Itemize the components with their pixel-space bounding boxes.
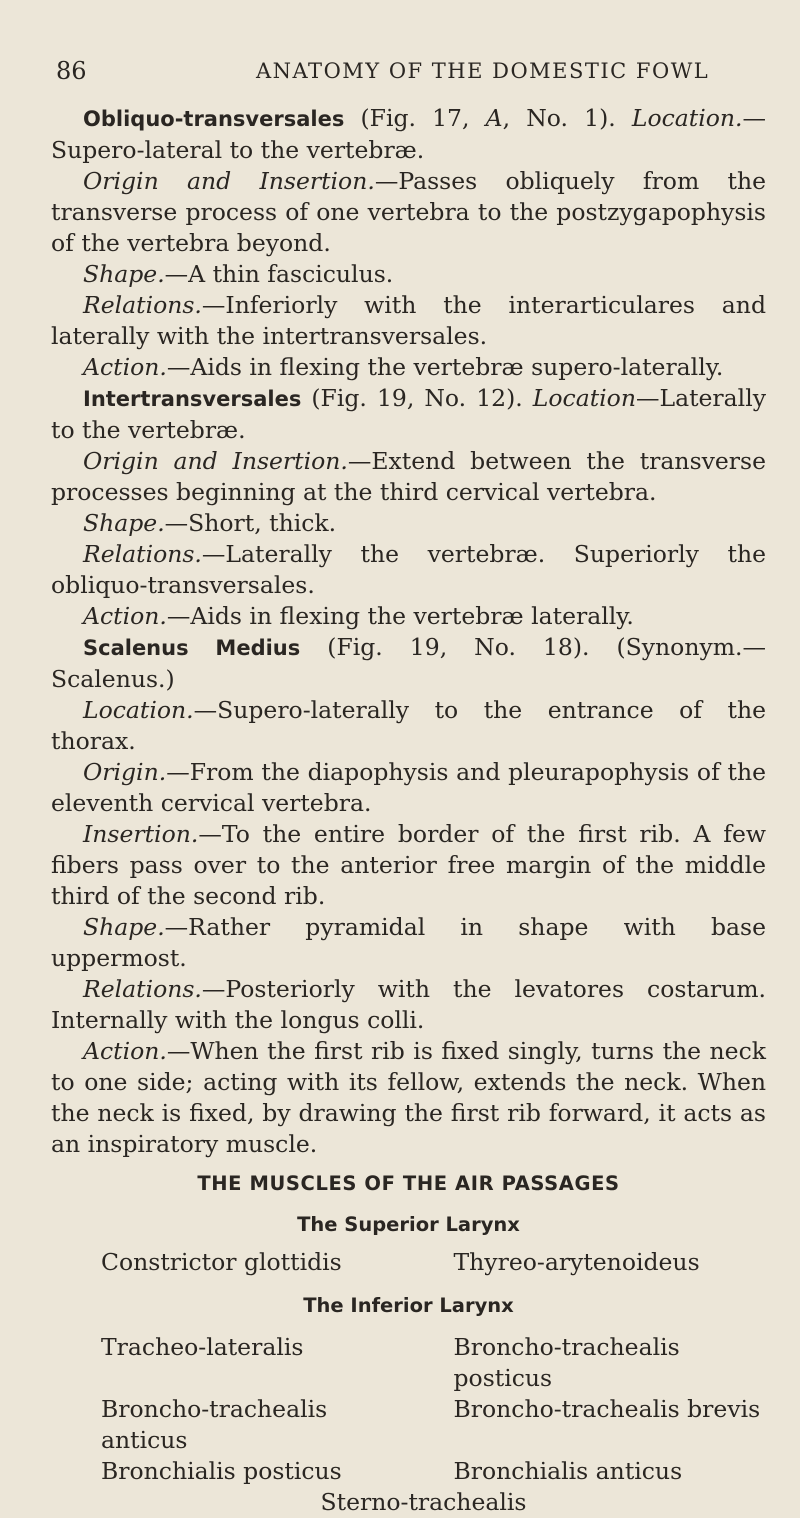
page-body <box>51 103 766 1518</box>
list-item: Bronchialis posticus <box>101 1457 342 1485</box>
field-label: Origin and Insertion. <box>83 167 375 195</box>
inferior-larynx-list <box>51 1332 766 1518</box>
list-item: Bronchialis anticus <box>453 1457 683 1485</box>
text-run: —Posteriorly with the levatores costarum. Internally with the longus colli. <box>51 975 766 1034</box>
paragraph <box>51 259 766 290</box>
text-run: —A thin fasciculus. <box>164 260 394 288</box>
muscle-name: Intertransversales <box>83 387 302 411</box>
text-run: —Laterally the vertebræ. Superiorly the obliquo-transversales. <box>51 540 766 599</box>
field-label: Location <box>532 384 636 412</box>
text-run: —From the diapophysis and pleurapophysis of the eleventh cervical vertebra. <box>51 758 766 817</box>
list-item: Broncho-trachealis brevis <box>453 1395 761 1423</box>
list-item: Sterno-trachealis <box>320 1488 527 1516</box>
field-label: Action. <box>83 1037 167 1065</box>
paragraph <box>51 290 766 352</box>
page-number: 86 <box>56 57 87 85</box>
superior-larynx-heading: The Superior Larynx <box>297 1213 520 1236</box>
field-label: Location. <box>83 696 194 724</box>
field-label: Relations. <box>83 540 202 568</box>
field-label: Insertion. <box>83 820 199 848</box>
field-label: Action. <box>83 353 167 381</box>
field-label: Origin and Insertion. <box>83 447 348 475</box>
field-label: Relations. <box>83 975 202 1003</box>
superior-larynx-row <box>51 1247 766 1278</box>
text-run: —Short, thick. <box>164 509 337 537</box>
field-label: Shape. <box>83 509 165 537</box>
paragraph <box>51 695 766 757</box>
paragraph <box>51 912 766 974</box>
muscle-name: Obliquo-transversales <box>83 107 345 131</box>
paragraph <box>51 601 766 632</box>
inferior-larynx-row <box>51 1394 766 1456</box>
running-title: ANATOMY OF THE DOMESTIC FOWL <box>256 59 710 83</box>
inferior-larynx-heading: The Inferior Larynx <box>303 1294 514 1317</box>
section-title: THE MUSCLES OF THE AIR PASSAGES <box>197 1172 620 1195</box>
text-run: —Passes obliquely from the transverse process of one vertebra to the postzygapophysis of the vertebra beyond. <box>51 167 767 257</box>
field-label: Shape. <box>83 260 165 288</box>
text-run: —Extend between the transverse processes beginning at the third cervical vertebra. <box>51 447 767 506</box>
text-run: (Fig. 19, No. 18). (Synonym.—Scalenus.) <box>51 633 766 693</box>
list-item: Tracheo-lateralis <box>101 1333 304 1361</box>
text-run: —To the entire border of the first rib. A few fibers pass over to the anterior free margin of the middle third of the second rib. <box>51 820 766 910</box>
inferior-larynx-row <box>51 1456 766 1487</box>
field-label: Shape. <box>83 913 165 941</box>
list-item: Broncho-trachealis anticus <box>101 1395 328 1454</box>
text-run: —Rather pyramidal in shape with base uppermost. <box>51 913 766 972</box>
paragraph <box>51 1036 766 1160</box>
list-item: Broncho-trachealis posticus <box>453 1333 680 1392</box>
text-run: (Fig. 19, No. 12). <box>301 384 533 412</box>
text-run: , No. 1). <box>502 104 632 132</box>
text-run: —Supero-laterally to the entrance of the thorax. <box>51 696 766 755</box>
text-run: —Aids in flexing the vertebræ supero-laterally. <box>166 353 724 381</box>
text-run: —Aids in flexing the vertebræ laterally. <box>166 602 634 630</box>
paragraph <box>51 446 766 508</box>
paragraph <box>51 539 766 601</box>
page-header <box>56 57 756 91</box>
paragraph <box>51 632 766 695</box>
field-label: Origin. <box>83 758 167 786</box>
text-run: (Fig. 17, <box>344 104 486 132</box>
text-run: —Laterally to the vertebræ. <box>51 384 766 444</box>
field-label: Location. <box>631 104 743 132</box>
field-label: Relations. <box>83 291 202 319</box>
text-run: —Inferiorly with the interarticulares and laterally with the intertransversales. <box>51 291 766 350</box>
paragraph <box>51 974 766 1036</box>
muscle-name: Scalenus Medius <box>83 636 301 660</box>
list-item: Thyreo-arytenoideus <box>453 1248 700 1276</box>
inferior-larynx-row <box>51 1332 766 1394</box>
paragraph <box>51 508 766 539</box>
paragraph <box>51 757 766 819</box>
paragraph <box>51 166 766 259</box>
text-run: —When the first rib is fixed singly, turns the neck to one side; acting with its fellow, extends the neck. When the neck is fixed, by drawing the first rib forward, it acts as an inspiratory muscle. <box>51 1037 766 1158</box>
field-label: A <box>485 104 503 132</box>
list-item: Constrictor glottidis <box>101 1248 342 1276</box>
paragraph <box>51 383 766 446</box>
paragraph <box>51 819 766 912</box>
text-run: —Supero-lateral to the vertebræ. <box>51 104 766 164</box>
paragraph <box>51 352 766 383</box>
paragraph <box>51 103 766 166</box>
field-label: Action. <box>83 602 167 630</box>
muscle-descriptions <box>51 103 766 1160</box>
